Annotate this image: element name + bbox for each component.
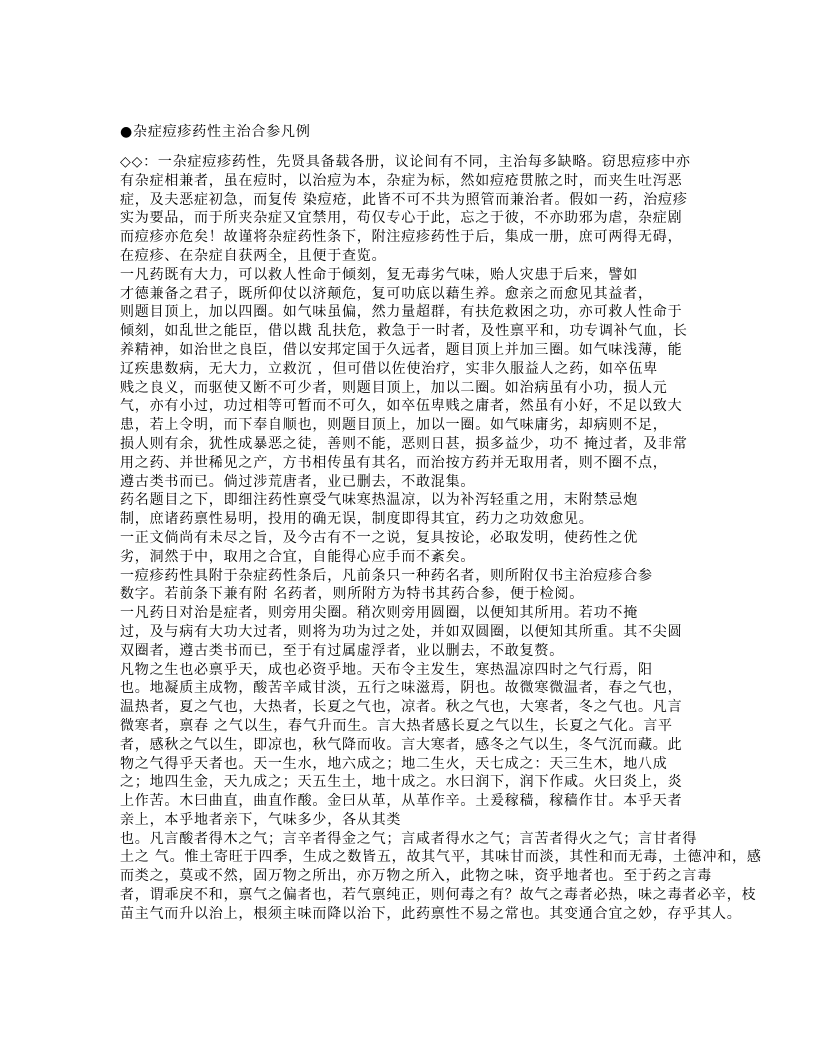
text-line: 苗主气而升以治上，根须主味而降以治下，此药禀性不易之常也。其变通合宜之妙，存乎其人。 bbox=[120, 905, 742, 922]
text-line: 一痘疹药性具附于杂症药性条后，凡前条只一种药名者，则所附仅书主治痘疹合参 bbox=[120, 567, 653, 584]
text-line: 者，感秋之气以生，即凉也，秋气降而收。言大寒者，感冬之气以生，冬气沉而藏。此 bbox=[120, 736, 683, 753]
text-line: 数字。若前条下兼有附 名药者，则所附方为特书其药合参，便于检阅。 bbox=[120, 586, 585, 603]
text-line: 倾刻，如乱世之能臣，借以戡 乱扶危，救急于一时者，及性禀平和，功专调补气血，长 bbox=[120, 323, 688, 340]
document-title: ●杂症痘疹药性主治合参凡例 bbox=[120, 124, 311, 140]
text-line: 辽疾患数病，无大力，立救沉 ，但可借以佐使治疗，实非久服益人之药，如卒伍卑 bbox=[120, 360, 659, 377]
text-line: 者，谓乖戾不和，禀气之偏者也，若气禀纯正，则何毒之有？故气之毒者必热，味之毒者必辛，枝 bbox=[120, 887, 757, 904]
text-line: 上作苦。木曰曲直，曲直作酸。金曰从革，从革作辛。土爰稼穑，稼穑作甘。本乎天者 bbox=[120, 793, 683, 810]
text-line: 一凡药日对治是症者，则旁用尖圈。稍次则旁用圆圈，以便知其所用。若功不掩 bbox=[120, 605, 638, 622]
text-line: 遵古类书而已。倘过涉荒唐者，业已删去，不敢混集。 bbox=[120, 473, 476, 490]
text-line: 土之 气。惟土寄旺于四季，生成之数皆五，故其气平，其味甘而淡，其性和而无毒，土德冲和，感 bbox=[120, 849, 762, 866]
text-line: 一正文倘尚有未尽之旨，及今古有不一之说，复具按论，必取发明，使药性之优 bbox=[120, 529, 638, 546]
text-line: 也。凡言酸者得木之气；言辛者得金之气；言咸者得水之气；言苦者得火之气；言甘者得 bbox=[120, 830, 698, 847]
text-line: 有杂症相兼者，虽在痘时，以治痘为本，杂症为标，然如痘疮贯脓之时，而夹生吐泻恶 bbox=[120, 172, 683, 189]
text-line: 凡物之生也必禀乎天，成也必资乎地。天布令主发生，寒热温凉四时之气行焉，阳 bbox=[120, 661, 653, 678]
text-line: 过，及与病有大功大过者，则将为功为过之处，并如双圆圈，以便知其所重。其不尖圆 bbox=[120, 623, 683, 640]
text-line: 而类之，莫或不然，固万物之所出，亦万物之所入，此物之味，资乎地者也。至于药之言毒 bbox=[120, 868, 712, 885]
text-line: 之；地四生金，天九成之；天五生土，地十成之。水曰润下，润下作咸。火曰炎上，炎 bbox=[120, 774, 683, 791]
text-line: 一凡药既有大力，可以救人性命于倾刻，复无毒劣气味，贻人灾患于后来，譬如 bbox=[120, 266, 638, 283]
text-line: 则题目顶上，加以四圈。如气味虽偏，然力量超群，有扶危救困之功，亦可救人性命于 bbox=[120, 304, 683, 321]
text-line: 贱之良义，而驱使又断不可少者，则题目顶上，加以二圈。如治病虽有小功，损人元 bbox=[120, 379, 668, 396]
text-line: 微寒者，禀春 之气以生，春气升而生。言大热者感长夏之气以生，长夏之气化。言平 bbox=[120, 717, 673, 734]
text-line: 物之气得乎天者也。天一生水，地六成之；地二生火，天七成之：天三生木，地八成 bbox=[120, 755, 668, 772]
text-line: 气，亦有小过，功过相等可暂而不可久，如卒伍卑贱之庸者，然虽有小好，不足以致大 bbox=[120, 398, 683, 415]
text-line: 药名题目之下，即细注药性禀受气味寒热温凉，以为补泻轻重之用，末附禁忌炮 bbox=[120, 492, 638, 509]
text-line: 用之药、并世稀见之产，方书相传虽有其名，而治按方药并无取用者，则不圈不点， bbox=[120, 454, 668, 471]
text-line: 而痘疹亦危矣！故谨将杂症药性条下，附注痘疹药性于后，集成一册，庶可两得无碍， bbox=[120, 229, 683, 246]
text-line: 损人则有余，犹性成暴恶之徒，善则不能，恶则日甚，损多益少，功不 掩过者，及非常 bbox=[120, 435, 688, 452]
text-line: 患，若上令明，而下奉自顺也，则题目顶上，加以一圈。如气味庸劣，却病则不足， bbox=[120, 417, 668, 434]
text-line: 在痘疹、在杂症自获两全，且便于查览。 bbox=[120, 247, 387, 264]
text-line: 养精神，如治世之良臣，借以安邦定国于久远者，题目顶上并加三圈。如气味浅薄，能 bbox=[120, 341, 683, 358]
text-line: 劣，洞然于中，取用之合宜，自能得心应手而不紊矣。 bbox=[120, 548, 476, 565]
text-line: 温热者，夏之气也，大热者，长夏之气也，凉者。秋之气也，大寒者，冬之气也。凡言 bbox=[120, 699, 683, 716]
document-body bbox=[120, 153, 760, 924]
text-line: 症，及夫恶症初急，而复传 染痘疮，此皆不可不共为照管而兼治者。假如一药，治痘疹 bbox=[120, 191, 688, 208]
text-line: 制，庶诸药禀性易明，投用的确无误，制度即得其宜，药力之功效愈见。 bbox=[120, 511, 594, 528]
text-line: ◇◇：一杂症痘疹药性，先贤具备载各册，议论间有不同，主治每多缺略。窃思痘疹中亦 bbox=[120, 154, 691, 170]
text-line: 实为要品，而于所夹杂症又宜禁用，苟仅专心于此，忘之于彼，不亦助邪为虐，杂症剧 bbox=[120, 210, 683, 227]
text-line: 双圈者，遵古类书而已，至于有过属虚浮者，业以删去，不敢复赘。 bbox=[120, 642, 564, 659]
document-page bbox=[120, 123, 760, 924]
text-line: 亲上，本乎地者亲下，气味多少，各从其类 bbox=[120, 811, 402, 828]
text-line: 才德兼备之君子，既所仰仗以济颠危，复可叻底以藉生养。愈亲之而愈见其益者， bbox=[120, 285, 653, 302]
text-line: 也。地凝质主成物，酸苦辛咸甘淡，五行之味滋焉，阴也。故微寒微温者，春之气也， bbox=[120, 680, 683, 697]
